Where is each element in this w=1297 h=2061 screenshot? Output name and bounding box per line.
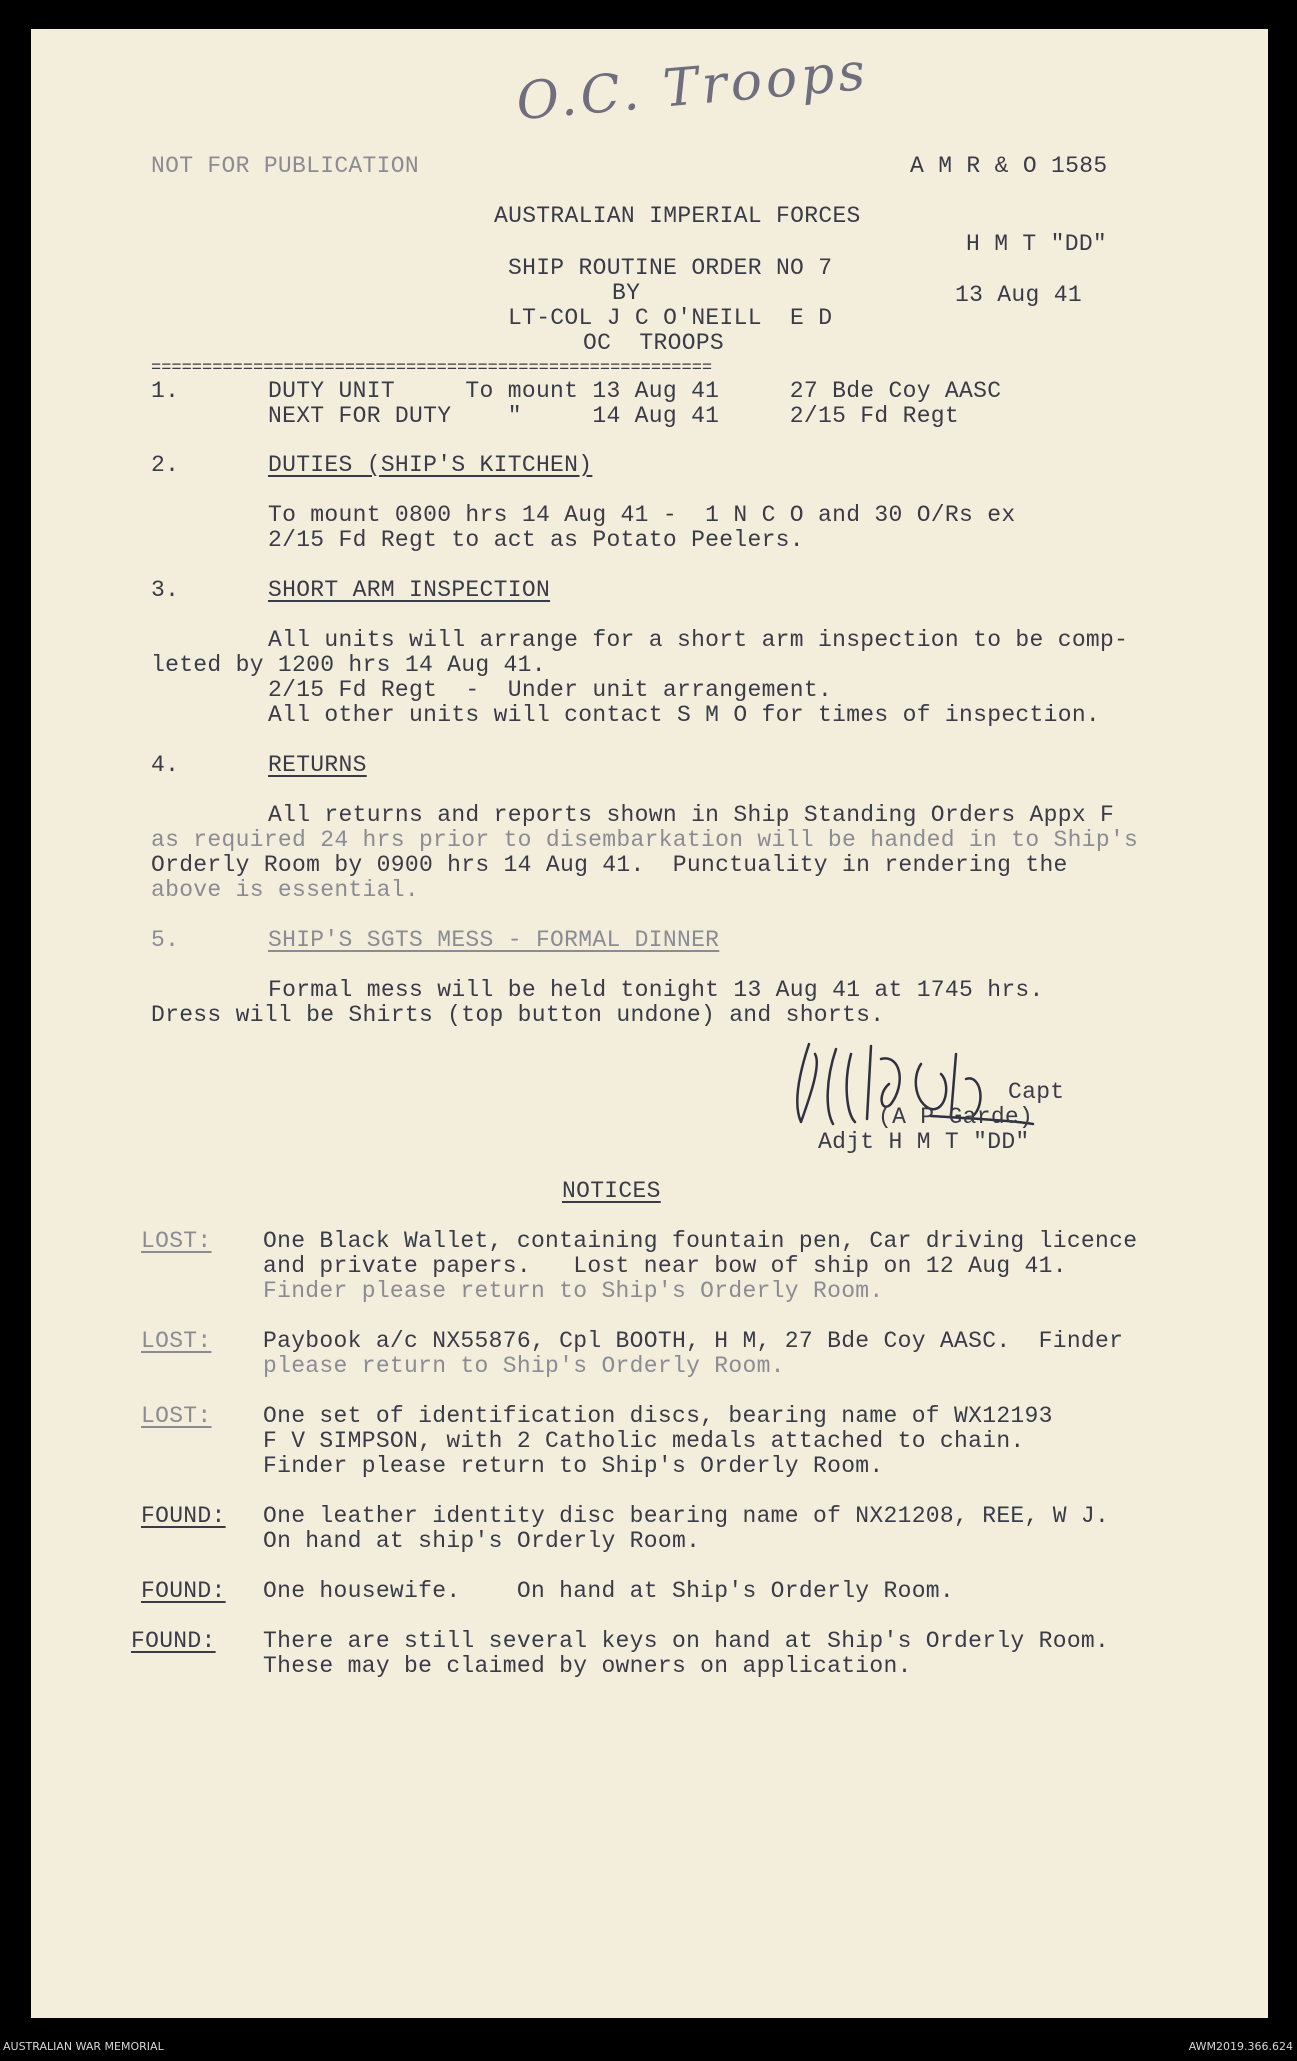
notice-label: LOST: [141,1328,212,1354]
section-heading: SHIP'S SGTS MESS - FORMAL DINNER [268,927,720,953]
footer-accession-number: AWM2019.366.624 [1188,2040,1293,2053]
paragraph-line: 2/15 Fd Regt to act as Potato Peelers. [268,527,804,553]
section-heading: RETURNS [268,752,367,778]
notice-line: One Black Wallet, containing fountain pen, Car driving licence [263,1228,1138,1254]
paragraph-line: Orderly Room by 0900 hrs 14 Aug 41. Punctuality in rendering the [151,852,1068,878]
organisation-title: AUSTRALIAN IMPERIAL FORCES [494,203,861,229]
notice-line: There are still several keys on hand at Ship's Orderly Room. [263,1628,1110,1654]
paragraph-line: above is essential. [151,877,419,903]
paragraph-line: To mount 0800 hrs 14 Aug 41 - 1 N C O and 30 O/Rs ex [268,502,1016,528]
notice-line: Finder please return to Ship's Orderly Room. [263,1453,884,1479]
notices-heading: NOTICES [562,1178,661,1204]
issuer: LT-COL J C O'NEILL E D [508,305,833,331]
classification: NOT FOR PUBLICATION [151,153,419,179]
notice-label: LOST: [141,1403,212,1429]
item-number: 3. [151,577,180,603]
notice-line: On hand at ship's Orderly Room. [263,1528,701,1554]
issuer-role: OC TROOPS [583,330,725,356]
ship-name: H M T "DD" [966,231,1108,257]
order-by: BY [612,280,641,306]
order-title: SHIP ROUTINE ORDER NO 7 [508,255,833,281]
notice-label: FOUND: [141,1503,226,1529]
notice-line: and private papers. Lost near bow of ship on 12 Aug 41. [263,1253,1067,1279]
signature-title: Adjt H M T "DD" [818,1129,1030,1155]
notice-line: Paybook a/c NX55876, Cpl BOOTH, H M, 27 Bde Coy AASC. Finder [263,1328,1124,1354]
handwritten-note: O.C. Troops [514,41,872,133]
notice-line: One set of identification discs, bearing name of WX12193 [263,1403,1053,1429]
document-page [31,29,1268,2018]
signature-rank: Capt [1008,1079,1065,1105]
notice-line: One leather identity disc bearing name of NX21208, REE, W J. [263,1503,1110,1529]
footer-credit: AUSTRALIAN WAR MEMORIAL [3,2040,164,2053]
item-number: 5. [151,927,180,953]
order-date: 13 Aug 41 [955,282,1082,308]
section-heading: SHORT ARM INSPECTION [268,577,551,603]
notice-line: These may be claimed by owners on application. [263,1653,912,1679]
reference-number: A M R & O 1585 [910,153,1108,179]
notice-line: One housewife. On hand at Ship's Orderly Room. [263,1578,955,1604]
item-number: 4. [151,752,180,778]
paragraph-line: Dress will be Shirts (top button undone) and shorts. [151,1002,885,1028]
next-for-duty-row: NEXT FOR DUTY " 14 Aug 41 2/15 Fd Regt [268,403,960,429]
paragraph-line: leted by 1200 hrs 14 Aug 41. [151,652,546,678]
notice-label: LOST: [141,1228,212,1254]
paragraph-line: All returns and reports shown in Ship Standing Orders Appx F [268,802,1115,828]
notice-line: please return to Ship's Orderly Room. [263,1353,785,1379]
paragraph-line: All other units will contact S M O for times of inspection. [268,702,1101,728]
divider: ======================================================= [151,359,713,378]
paragraph-line: 2/15 Fd Regt - Under unit arrangement. [268,677,833,703]
paragraph-line: as required 24 hrs prior to disembarkation will be handed in to Ship's [151,827,1139,853]
signature-name: (A P Garde) [878,1104,1034,1130]
item-number: 1. [151,378,180,404]
notice-line: Finder please return to Ship's Orderly Room. [263,1278,884,1304]
notice-label: FOUND: [131,1628,216,1654]
section-heading: DUTIES (SHIP'S KITCHEN) [268,452,593,478]
duty-unit-row: DUTY UNIT To mount 13 Aug 41 27 Bde Coy AASC [268,378,1002,404]
paragraph-line: All units will arrange for a short arm inspection to be comp- [268,627,1129,653]
notice-line: F V SIMPSON, with 2 Catholic medals attached to chain. [263,1428,1025,1454]
item-number: 2. [151,452,180,478]
notice-label: FOUND: [141,1578,226,1604]
paragraph-line: Formal mess will be held tonight 13 Aug 41 at 1745 hrs. [268,977,1044,1003]
